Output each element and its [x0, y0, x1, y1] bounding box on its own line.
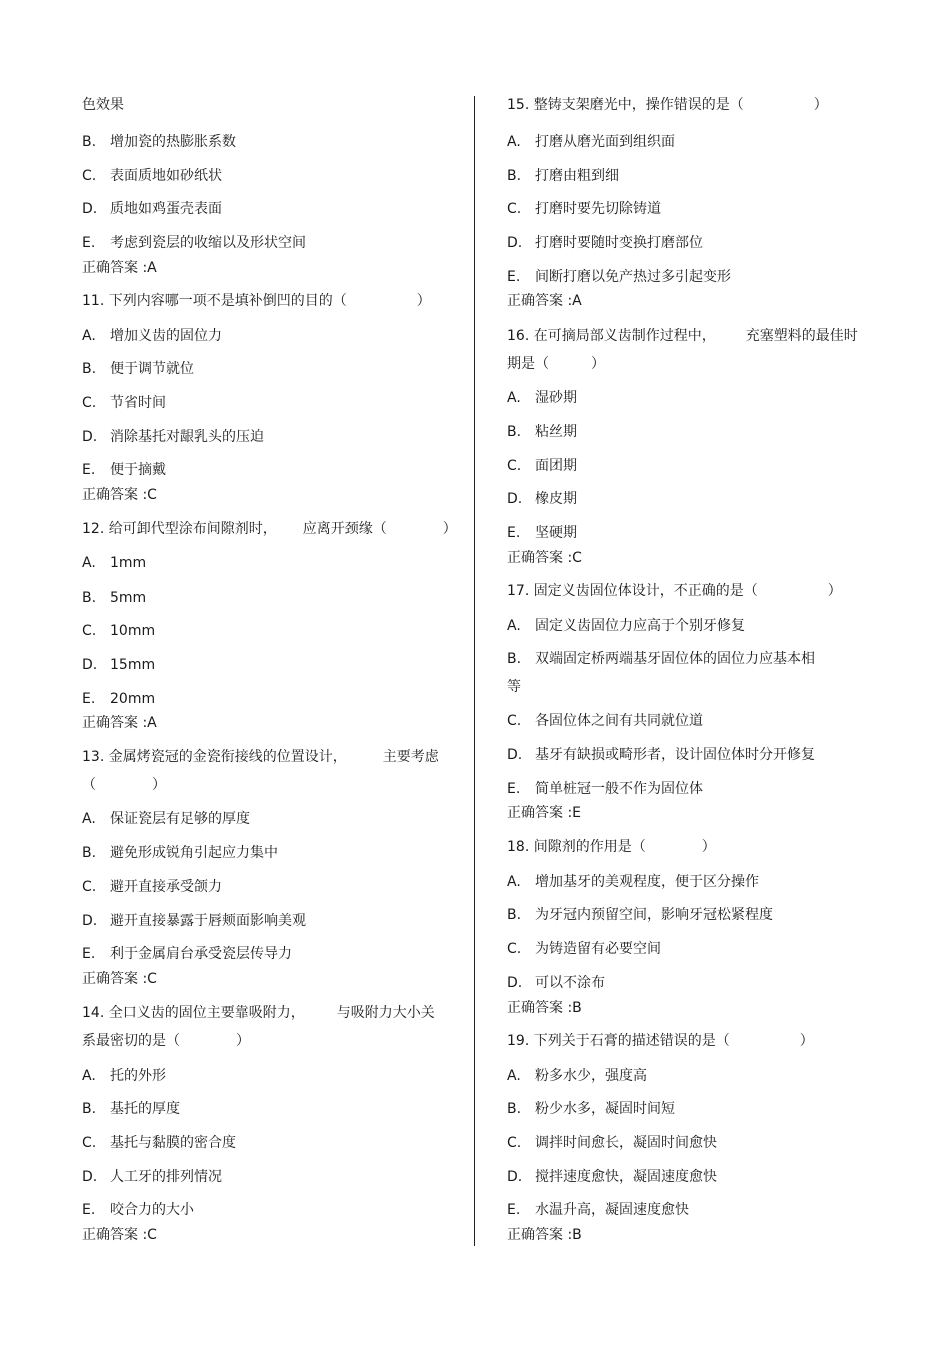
option-text: 各固位体之间有共同就位道 [535, 713, 703, 729]
option-letter: B. [82, 590, 97, 606]
option-letter: A. [82, 811, 96, 827]
option-letter: A. [507, 1068, 521, 1084]
q12-option-d [82, 656, 155, 674]
q10-option-d [82, 200, 222, 218]
option-letter: B. [507, 907, 522, 923]
option-text: 避开直接暴露于唇颊面影响美观 [110, 913, 306, 929]
q11-option-c [82, 394, 166, 412]
q14-option-a [82, 1067, 166, 1085]
option-letter: B. [82, 361, 97, 377]
option-letter: E. [507, 781, 521, 797]
q11-option-d [82, 428, 264, 446]
option-text: 间断打磨以免产热过多引起变形 [535, 269, 731, 285]
option-letter: C. [82, 879, 97, 895]
option-letter: C. [507, 458, 522, 474]
option-text: 咬合力的大小 [110, 1202, 194, 1218]
option-letter: E. [507, 1202, 521, 1218]
option-text: 便于摘戴 [110, 462, 166, 478]
q18-option-d [507, 974, 605, 992]
q13-option-b [82, 844, 278, 862]
option-text: 打磨时要随时变换打磨部位 [535, 235, 703, 251]
option-letter: B. [507, 168, 522, 184]
option-text: 搅拌速度愈快，凝固速度愈快 [535, 1169, 717, 1185]
q14-stem [82, 1004, 435, 1022]
q19-answer: 正确答案 :B [507, 1227, 582, 1243]
option-letter: A. [82, 328, 96, 344]
option-letter: B. [82, 134, 97, 150]
stem-part: 12. 给可卸代型涂布间隙剂时， [82, 521, 277, 537]
q13-option-c [82, 878, 222, 896]
option-text: 湿砂期 [535, 390, 577, 406]
q16-stem-cont: 期是（ ） [507, 356, 605, 372]
option-letter: E. [507, 525, 521, 541]
q10-option-b [82, 133, 236, 151]
q13-stem [82, 748, 439, 766]
option-letter: B. [507, 1101, 522, 1117]
q18-option-b [507, 906, 773, 924]
q12-answer: 正确答案 :A [82, 715, 157, 731]
q19-option-c [507, 1134, 717, 1152]
option-letter: C. [507, 941, 522, 957]
q11-option-a [82, 327, 222, 345]
q19-option-a [507, 1067, 647, 1085]
option-text: 保证瓷层有足够的厚度 [110, 811, 250, 827]
option-letter: D. [82, 657, 98, 673]
option-text: 10mm [110, 623, 156, 639]
q10-option-c [82, 167, 222, 185]
stem-part: 应离开颈缘（ ） [302, 521, 457, 537]
option-text: 托的外形 [110, 1068, 166, 1084]
option-letter: D. [507, 975, 523, 991]
q13-option-a [82, 810, 250, 828]
q15-option-e [507, 268, 731, 286]
option-letter: E. [507, 269, 521, 285]
q18-answer: 正确答案 :B [507, 1000, 582, 1016]
q17-option-b [507, 650, 815, 668]
option-text: 质地如鸡蛋壳表面 [110, 201, 222, 217]
q15-option-a [507, 133, 675, 151]
option-letter: E. [82, 235, 96, 251]
q18-option-c [507, 940, 661, 958]
option-letter: A. [507, 618, 521, 634]
q17-stem: 17. 固定义齿固位体设计，不正确的是（ ） [507, 583, 842, 599]
stem-part: 主要考虑 [382, 749, 439, 765]
q17-option-a [507, 617, 745, 635]
option-letter: E. [82, 1202, 96, 1218]
option-text: 为铸造留有必要空间 [535, 941, 661, 957]
q17-option-b-cont: 等 [507, 679, 521, 695]
q18-stem: 18. 间隙剂的作用是（ ） [507, 839, 716, 855]
option-text: 增加基牙的美观程度，便于区分操作 [535, 874, 759, 890]
option-letter: B. [82, 845, 97, 861]
q15-stem: 15. 整铸支架磨光中，操作错误的是（ ） [507, 97, 828, 113]
option-letter: D. [507, 491, 523, 507]
option-letter: A. [507, 874, 521, 890]
option-text: 粘丝期 [535, 424, 577, 440]
stem-part: 16. 在可摘局部义齿制作过程中， [507, 328, 716, 344]
option-letter: D. [82, 913, 98, 929]
stem-part: 13. 金属烤瓷冠的金瓷衔接线的位置设计， [82, 749, 347, 765]
option-text: 坚硬期 [535, 525, 577, 541]
q17-option-d [507, 746, 815, 764]
option-text: 面团期 [535, 458, 577, 474]
option-letter: E. [82, 462, 96, 478]
option-letter: D. [82, 1169, 98, 1185]
option-letter: A. [507, 390, 521, 406]
option-letter: D. [82, 429, 98, 445]
q17-answer: 正确答案 :E [507, 805, 582, 821]
option-letter: B. [82, 1101, 97, 1117]
q13-stem-cont: （ ） [82, 777, 166, 793]
q12-stem [82, 520, 457, 538]
option-text: 15mm [110, 657, 156, 673]
option-text: 表面质地如砂纸状 [110, 168, 222, 184]
q19-option-d [507, 1168, 717, 1186]
option-text: 增加瓷的热膨胀系数 [110, 134, 236, 150]
option-letter: C. [82, 168, 97, 184]
option-text: 简单桩冠一般不作为固位体 [535, 781, 703, 797]
q16-option-d [507, 490, 577, 508]
option-letter: A. [82, 1068, 96, 1084]
q11-option-e [82, 461, 166, 479]
q13-option-d [82, 912, 306, 930]
q15-option-b [507, 167, 619, 185]
option-letter: C. [507, 713, 522, 729]
option-letter: C. [82, 623, 97, 639]
option-letter: D. [507, 747, 523, 763]
option-text: 可以不涂布 [535, 975, 605, 991]
q14-answer: 正确答案 :C [82, 1227, 157, 1243]
option-text: 固定义齿固位力应高于个别牙修复 [535, 618, 745, 634]
option-letter: A. [507, 134, 521, 150]
option-text: 打磨时要先切除铸道 [535, 201, 661, 217]
option-text: 考虑到瓷层的收缩以及形状空间 [110, 235, 306, 251]
option-text: 1mm [110, 555, 147, 571]
option-text: 20mm [110, 691, 156, 707]
q12-option-a [82, 554, 146, 572]
option-text: 人工牙的排列情况 [110, 1169, 222, 1185]
option-letter: D. [507, 1169, 523, 1185]
q13-answer: 正确答案 :C [82, 971, 157, 987]
option-letter: C. [507, 201, 522, 217]
option-letter: A. [82, 555, 96, 571]
option-text: 粉少水多，凝固时间短 [535, 1101, 675, 1117]
q11-answer: 正确答案 :C [82, 487, 157, 503]
option-text: 调拌时间愈长，凝固时间愈快 [535, 1135, 717, 1151]
q14-stem-cont: 系最密切的是（ ） [82, 1033, 250, 1049]
option-text: 双端固定桥两端基牙固位体的固位力应基本相 [535, 651, 815, 667]
stem-part: 与吸附力大小关 [336, 1005, 435, 1021]
q17-option-c [507, 712, 703, 730]
option-letter: C. [82, 1135, 97, 1151]
q10-answer: 正确答案 :A [82, 260, 157, 276]
q16-option-a [507, 389, 577, 407]
q16-option-e [507, 524, 577, 542]
option-text: 打磨由粗到细 [535, 168, 619, 184]
option-text: 基托与黏膜的密合度 [110, 1135, 236, 1151]
q14-option-b [82, 1100, 180, 1118]
q15-option-d [507, 234, 703, 252]
option-text: 基托的厚度 [110, 1101, 180, 1117]
q15-option-c [507, 200, 661, 218]
option-text: 为牙冠内预留空间，影响牙冠松紧程度 [535, 907, 773, 923]
option-letter: E. [82, 946, 96, 962]
option-text: 打磨从磨光面到组织面 [535, 134, 675, 150]
option-text: 利于金属肩台承受瓷层传导力 [110, 946, 292, 962]
option-text: 避免形成锐角引起应力集中 [110, 845, 278, 861]
option-text: 橡皮期 [535, 491, 577, 507]
q15-answer: 正确答案 :A [507, 293, 582, 309]
q16-option-b [507, 423, 577, 441]
q19-option-e [507, 1201, 689, 1219]
option-letter: B. [507, 424, 522, 440]
q12-option-b [82, 589, 146, 607]
q14-option-d [82, 1168, 222, 1186]
option-letter: D. [82, 201, 98, 217]
option-letter: C. [82, 395, 97, 411]
option-text: 避开直接承受颌力 [110, 879, 222, 895]
q11-stem: 11. 下列内容哪一项不是填补倒凹的目的（ ） [82, 293, 431, 309]
option-text: 消除基托对龈乳头的压迫 [110, 429, 264, 445]
q11-option-b [82, 360, 194, 378]
q10-option-e [82, 234, 306, 252]
q13-option-e [82, 945, 292, 963]
option-text: 便于调节就位 [110, 361, 194, 377]
option-letter: C. [507, 1135, 522, 1151]
option-text: 增加义齿的固位力 [110, 328, 222, 344]
q18-option-a [507, 873, 759, 891]
q12-option-c [82, 622, 155, 640]
option-text: 5mm [110, 590, 147, 606]
option-letter: B. [507, 651, 522, 667]
q16-option-c [507, 457, 577, 475]
q14-option-e [82, 1201, 194, 1219]
option-text: 节省时间 [110, 395, 166, 411]
q16-stem [507, 327, 858, 345]
column-divider [474, 96, 475, 1246]
option-text: 粉多水少，强度高 [535, 1068, 647, 1084]
option-text: 基牙有缺损或畸形者，设计固位体时分开修复 [535, 747, 815, 763]
stem-part: 充塞塑料的最佳时 [745, 328, 858, 344]
q19-option-b [507, 1100, 675, 1118]
option-letter: E. [82, 691, 96, 707]
option-text: 水温升高，凝固速度愈快 [535, 1202, 689, 1218]
option-letter: D. [507, 235, 523, 251]
q12-option-e [82, 690, 155, 708]
q19-stem: 19. 下列关于石膏的描述错误的是（ ） [507, 1033, 814, 1049]
stem-part: 14. 全口义齿的固位主要靠吸附力， [82, 1005, 305, 1021]
continuation-text: 色效果 [82, 97, 124, 113]
q16-answer: 正确答案 :C [507, 550, 582, 566]
q14-option-c [82, 1134, 236, 1152]
q17-option-e [507, 780, 703, 798]
